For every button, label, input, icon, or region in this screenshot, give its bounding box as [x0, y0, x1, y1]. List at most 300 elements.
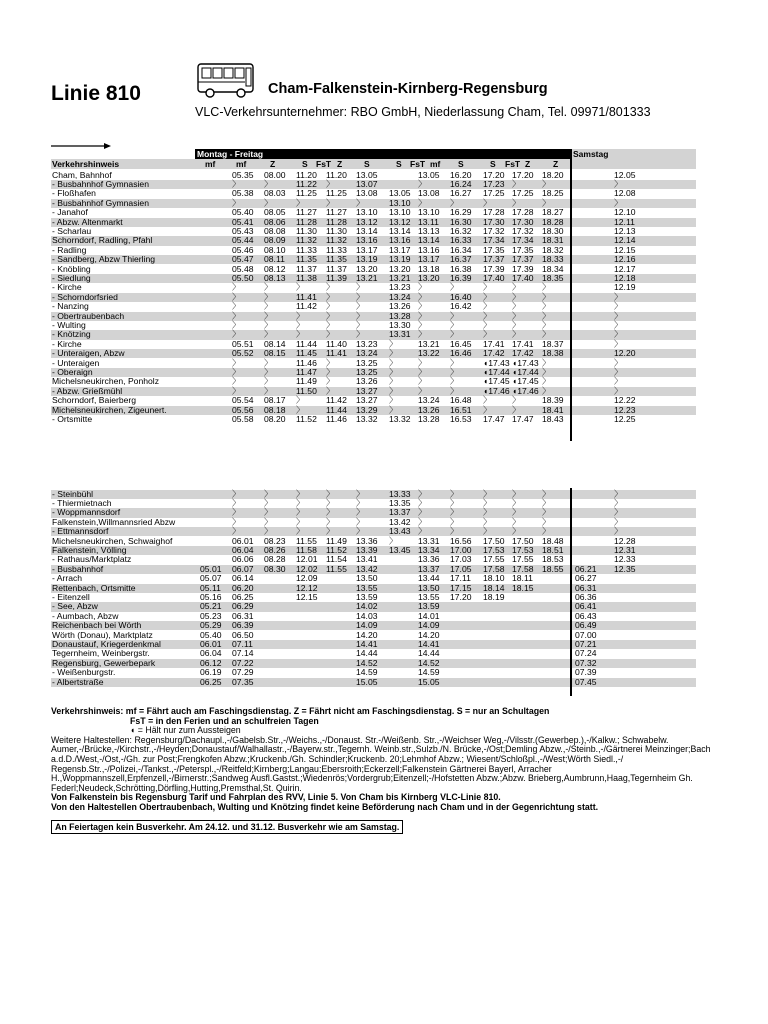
- departure-time: 〉: [483, 404, 492, 415]
- departure-time: 〉: [614, 291, 623, 302]
- departure-time: 12.22: [614, 395, 636, 406]
- departure-time: 07.11: [232, 638, 253, 649]
- holiday-notice: An Feiertagen kein Busverkehr. Am 24.12. und 31.12. Busverkehr wie am Samstag.: [51, 820, 403, 834]
- departure-time: 11.35: [326, 254, 347, 265]
- departure-time: 06.07: [232, 563, 254, 574]
- departure-time: 〉: [542, 197, 551, 208]
- departure-time: 11.30: [326, 225, 347, 236]
- departure-time: ◖17.43: [512, 357, 539, 368]
- departure-time: 08.14: [264, 338, 286, 349]
- column-symbol: S: [364, 159, 370, 169]
- departure-time: 05.38: [232, 188, 254, 199]
- departure-time: 17.28: [512, 207, 534, 218]
- departure-time: 14.41: [418, 638, 440, 649]
- departure-time: 〉: [264, 507, 273, 518]
- stop-name: - Weißenburgstr.: [52, 667, 116, 678]
- departure-time: 12.10: [614, 207, 636, 218]
- departure-time: 17.39: [483, 263, 505, 274]
- departure-time: 〉: [512, 197, 521, 208]
- departure-time: 11.49: [296, 376, 317, 387]
- departure-time: 〉: [542, 488, 551, 499]
- departure-time: 〉: [450, 488, 459, 499]
- note-legend: ◖ = Hält nur zum Aussteigen: [130, 725, 241, 736]
- stop-name: - Unteraigen, Abzw: [52, 348, 125, 359]
- stop-name: - Siedlung: [52, 272, 91, 283]
- departure-time: 08.17: [264, 395, 286, 406]
- departure-time: 11.47: [296, 366, 317, 377]
- departure-time: 〉: [296, 395, 305, 406]
- stop-name: - Kirche: [52, 282, 82, 293]
- departure-time: 〉: [232, 376, 241, 387]
- departure-time: 〉: [483, 310, 492, 321]
- departure-time: 14.03: [356, 610, 378, 621]
- departure-time: 〉: [356, 488, 365, 499]
- departure-time: 14.41: [356, 638, 378, 649]
- departure-time: 13.30: [389, 319, 411, 330]
- departure-time: 08.13: [264, 272, 286, 283]
- departure-time: 〉: [614, 178, 623, 189]
- departure-time: 17.35: [483, 244, 505, 255]
- departure-time: 〉: [296, 329, 305, 340]
- departure-time: 12.01: [296, 554, 318, 565]
- departure-time: 〉: [326, 319, 335, 330]
- departure-time: 14.59: [418, 667, 440, 678]
- departure-time: 07.00: [575, 629, 597, 640]
- departure-time: 05.43: [232, 225, 254, 236]
- departure-time: 16.29: [450, 207, 472, 218]
- departure-time: 18.55: [542, 563, 564, 574]
- stop-name: - Unteraigen: [52, 357, 100, 368]
- departure-time: 〉: [296, 497, 305, 508]
- departure-time: 〉: [450, 497, 459, 508]
- departure-time: 18.48: [542, 535, 564, 546]
- departure-time: 〉: [450, 282, 459, 293]
- departure-time: 18.11: [512, 573, 533, 584]
- departure-time: 〉: [326, 497, 335, 508]
- departure-time: 14.01: [418, 610, 440, 621]
- departure-time: 16.33: [450, 235, 472, 246]
- departure-time: 17.42: [512, 348, 534, 359]
- departure-time: 13.17: [418, 254, 440, 265]
- departure-time: 〉: [389, 338, 398, 349]
- departure-time: 06.36: [575, 591, 597, 602]
- stop-name: - Busbahnhof: [52, 563, 104, 574]
- stop-name: Michelsneukirchen, Zigeunert.: [52, 404, 167, 415]
- departure-time: 〉: [542, 357, 551, 368]
- column-symbol: FsT: [505, 159, 521, 169]
- departure-time: 11.33: [296, 244, 317, 255]
- departure-time: 06.41: [575, 601, 597, 612]
- departure-time: 〉: [232, 301, 241, 312]
- departure-time: 05.07: [200, 573, 222, 584]
- departure-time: 06.01: [200, 638, 222, 649]
- departure-time: 08.30: [264, 563, 286, 574]
- departure-time: 16.45: [450, 338, 472, 349]
- column-symbol: mf: [430, 159, 441, 169]
- departure-time: 〉: [483, 329, 492, 340]
- stop-name: Tegernheim, Weinbergstr.: [52, 648, 150, 659]
- departure-time: 〉: [418, 329, 427, 340]
- departure-time: 〉: [418, 291, 427, 302]
- column-symbol: mf: [205, 159, 216, 169]
- departure-time: 11.39: [326, 272, 347, 283]
- departure-time: 07.29: [232, 667, 254, 678]
- departure-time: 12.13: [614, 225, 636, 236]
- departure-time: 13.14: [356, 225, 378, 236]
- stop-name: - Ettmannsdorf: [52, 526, 109, 537]
- departure-time: 05.29: [200, 620, 222, 631]
- stop-name: - See, Abzw: [52, 601, 98, 612]
- departure-time: 〉: [450, 319, 459, 330]
- departure-time: 〉: [232, 488, 241, 499]
- departure-time: 17.32: [483, 225, 505, 236]
- departure-time: 13.31: [418, 535, 440, 546]
- departure-time: 11.37: [296, 263, 317, 274]
- departure-time: 06.27: [575, 573, 597, 584]
- departure-time: 〉: [614, 357, 623, 368]
- stop-name: - Busbahnhof Gymnasien: [52, 178, 149, 189]
- departure-time: 06.04: [232, 544, 254, 555]
- departure-time: 17.55: [483, 554, 505, 565]
- departure-time: 08.11: [264, 254, 285, 265]
- departure-time: 〉: [356, 516, 365, 527]
- departure-time: 〉: [232, 329, 241, 340]
- note-stops: Weitere Haltestellen: Regensburg/Dachaupl.,-/Gabelsb.Str.,-/Weichs.,-/Donaust. Str.-/Weißenb. Str.,-/Weichser Weg,-/Vilsstr.(Gewerbep.),-/Kalkw.; Schwabelw. Aumer,-/Brücke,-/Kirchstr.,-/Heyden;Donaustauf/Walhallastr.,-/Bayerw.str.,Tegernh. Weinb.str.,Sulzb./N. Brücke,-/Ost;Demling Abzw.,-/Steinb.,-/Gärtnerei Meinzinger;Bach a.d.D./West,-/Ost,-/Gh. zur Post;Frengkofen Abzw.;Kruckenb./Gh. Schindler;Kruckenb. 20;Lehmhof Abzw.; Wiesent/Schloßpl.,-/West;Wörth Siedl.,-/ Regensb.Str.,-/Polizei,-/Tankst.,-/Peterspl.,-/Reitfeld;Kirnberg;Langau;Ebersroith;Eckerzell;Falkenstein Gärtnerei Bayerl, Arracher H.,Woppmannszell,Erpfenzell,-/Birnerstr.;Sandweg Ausfl.Gastst.;Wiedenrös;Vordergrub;Eitenzell;-/Hofstetten Abzw.;Abzw. Brieberg,Aumbrunn,Haag,Tegernheim Gh. Federl;Neudeck,Schrötting,Dörfling,Hutting,Premsthal,St. Quirin.: [51, 734, 711, 793]
- stop-name: Wörth (Donau), Marktplatz: [52, 629, 153, 640]
- departure-time: 〉: [418, 366, 427, 377]
- departure-time: 17.37: [512, 254, 534, 265]
- departure-time: 13.26: [356, 376, 378, 387]
- departure-time: 06.50: [232, 629, 254, 640]
- departure-time: 〉: [264, 376, 273, 387]
- departure-time: 12.05: [614, 169, 636, 180]
- column-symbol: mf: [236, 159, 247, 169]
- stop-name: - Arrach: [52, 573, 83, 584]
- column-symbol: FsT: [316, 159, 332, 169]
- departure-time: 08.09: [264, 235, 286, 246]
- departure-time: 〉: [614, 507, 623, 518]
- departure-time: 〉: [326, 516, 335, 527]
- departure-time: 17.47: [483, 413, 505, 424]
- departure-time: 〉: [232, 516, 241, 527]
- departure-time: 08.12: [264, 263, 286, 274]
- departure-time: 〉: [450, 310, 459, 321]
- departure-time: 11.25: [296, 188, 317, 199]
- column-header-bar: [51, 159, 696, 169]
- departure-time: 18.19: [483, 591, 505, 602]
- departure-time: 〉: [542, 376, 551, 387]
- departure-time: 05.40: [200, 629, 222, 640]
- departure-time: 07.39: [575, 667, 597, 678]
- departure-time: 〉: [450, 376, 459, 387]
- departure-time: 13.24: [356, 348, 378, 359]
- departure-time: 13.05: [356, 169, 378, 180]
- departure-time: 12.15: [614, 244, 636, 255]
- departure-time: 12.08: [614, 188, 636, 199]
- departure-time: 08.06: [264, 216, 286, 227]
- departure-time: 12.33: [614, 554, 636, 565]
- departure-time: 17.47: [512, 413, 534, 424]
- departure-time: 13.08: [418, 188, 440, 199]
- departure-time: 12.16: [614, 254, 636, 265]
- departure-time: 13.28: [418, 413, 440, 424]
- stop-name: Donaustauf, Kriegerdenkmal: [52, 638, 161, 649]
- departure-time: 16.51: [450, 404, 472, 415]
- departure-time: 13.24: [389, 291, 411, 302]
- departure-time: 14.09: [418, 620, 440, 631]
- departure-time: 11.55: [296, 535, 317, 546]
- departure-time: 12.14: [614, 235, 636, 246]
- departure-time: 〉: [232, 319, 241, 330]
- departure-time: 〉: [296, 516, 305, 527]
- departure-time: 16.56: [450, 535, 472, 546]
- stop-name: Michelsneukirchen, Schwaighof: [52, 535, 173, 546]
- departure-time: 〉: [483, 197, 492, 208]
- departure-time: 18.20: [542, 169, 564, 180]
- departure-time: 12.02: [296, 563, 318, 574]
- table-row: [51, 312, 696, 321]
- departure-time: 17.55: [512, 554, 534, 565]
- departure-time: 〉: [296, 488, 305, 499]
- table-row: [51, 302, 696, 311]
- departure-time: 〉: [542, 385, 551, 396]
- departure-time: 〉: [483, 291, 492, 302]
- stop-name: Schorndorf, Radling, Pfahl: [52, 235, 153, 246]
- departure-time: 06.01: [232, 535, 254, 546]
- departure-time: 13.05: [418, 169, 440, 180]
- stop-name: Falkenstein,Willmannsried Abzw: [52, 516, 176, 527]
- departure-time: 〉: [264, 385, 273, 396]
- departure-time: 〉: [450, 507, 459, 518]
- departure-time: 〉: [512, 282, 521, 293]
- departure-time: 〉: [326, 197, 335, 208]
- departure-time: 〉: [512, 507, 521, 518]
- departure-time: 13.10: [356, 207, 378, 218]
- stop-name: - Eitenzell: [52, 591, 90, 602]
- departure-time: 〉: [542, 310, 551, 321]
- departure-time: 〉: [356, 507, 365, 518]
- departure-time: 〉: [418, 319, 427, 330]
- departure-time: 18.32: [542, 244, 564, 255]
- departure-time: 〉: [326, 385, 335, 396]
- departure-time: 〉: [232, 197, 241, 208]
- departure-time: 13.26: [418, 404, 440, 415]
- departure-time: 〉: [614, 497, 623, 508]
- departure-time: 〉: [326, 178, 335, 189]
- departure-time: 13.10: [389, 197, 411, 208]
- departure-time: 〉: [418, 310, 427, 321]
- departure-time: ◖17.44: [483, 366, 510, 377]
- departure-time: 06.06: [232, 554, 254, 565]
- stop-name: - Rathaus/Marktplatz: [52, 554, 132, 565]
- stop-name: Regensburg, Gewerbepark: [52, 657, 156, 668]
- departure-time: 05.50: [232, 272, 254, 283]
- departure-time: 17.00: [450, 544, 472, 555]
- departure-time: 〉: [614, 310, 623, 321]
- departure-time: 〉: [326, 526, 335, 537]
- departure-time: 13.32: [356, 413, 378, 424]
- table-row: [51, 490, 696, 499]
- departure-time: 18.14: [483, 582, 505, 593]
- departure-time: 13.12: [389, 216, 411, 227]
- departure-time: 18.25: [542, 188, 564, 199]
- departure-time: 〉: [483, 488, 492, 499]
- departure-time: 17.37: [483, 254, 505, 265]
- departure-time: 17.05: [450, 563, 472, 574]
- departure-time: 〉: [356, 497, 365, 508]
- departure-time: 17.41: [483, 338, 505, 349]
- departure-time: 12.09: [296, 573, 318, 584]
- departure-time: 18.30: [542, 225, 564, 236]
- departure-time: ◖17.46: [483, 385, 510, 396]
- departure-time: 〉: [483, 319, 492, 330]
- notes: [51, 707, 711, 813]
- departure-time: 〉: [614, 516, 623, 527]
- departure-time: 〉: [232, 366, 241, 377]
- departure-time: 11.45: [296, 348, 317, 359]
- departure-time: 13.25: [356, 357, 378, 368]
- departure-time: 〉: [356, 301, 365, 312]
- departure-time: 〉: [614, 488, 623, 499]
- departure-time: 11.46: [326, 413, 347, 424]
- note-legend: FsT = in den Ferien und an schulfreien Tagen: [130, 715, 319, 726]
- departure-time: 〉: [264, 329, 273, 340]
- departure-time: 13.21: [418, 338, 440, 349]
- departure-time: 08.10: [264, 244, 286, 255]
- stop-name: - Wulting: [52, 319, 86, 330]
- departure-time: 17.40: [512, 272, 534, 283]
- departure-time: 18.27: [542, 207, 564, 218]
- departure-time: 18.53: [542, 554, 564, 565]
- departure-time: 〉: [542, 329, 551, 340]
- departure-time: 17.23: [483, 178, 505, 189]
- departure-time: 〉: [232, 497, 241, 508]
- departure-time: 12.28: [614, 535, 636, 546]
- departure-time: 〉: [512, 488, 521, 499]
- departure-time: ◖17.45: [512, 376, 539, 387]
- departure-time: 15.05: [418, 676, 440, 687]
- departure-time: 〉: [542, 319, 551, 330]
- departure-time: 〉: [264, 488, 273, 499]
- departure-time: 11.22: [296, 178, 317, 189]
- departure-time: 13.55: [356, 582, 378, 593]
- column-symbol: FsT: [410, 159, 426, 169]
- departure-time: 12.20: [614, 348, 636, 359]
- departure-time: 08.20: [264, 413, 286, 424]
- departure-time: 11.44: [296, 338, 317, 349]
- departure-time: 〉: [542, 301, 551, 312]
- departure-time: 13.50: [418, 582, 440, 593]
- saturday-header: Samstag: [573, 149, 609, 159]
- departure-time: 06.29: [232, 601, 254, 612]
- departure-time: 〉: [232, 310, 241, 321]
- departure-time: 13.07: [356, 178, 378, 189]
- departure-time: 18.43: [542, 413, 564, 424]
- departure-time: 11.41: [296, 291, 317, 302]
- departure-time: 11.28: [296, 216, 317, 227]
- departure-time: 08.00: [264, 169, 286, 180]
- departure-time: 〉: [418, 376, 427, 387]
- departure-time: 13.33: [389, 488, 411, 499]
- departure-time: 〉: [418, 516, 427, 527]
- departure-time: 〉: [614, 329, 623, 340]
- departure-time: 14.59: [356, 667, 378, 678]
- departure-time: 17.25: [512, 188, 534, 199]
- departure-time: 〉: [356, 291, 365, 302]
- departure-time: 15.05: [356, 676, 378, 687]
- departure-time: 14.44: [356, 648, 378, 659]
- departure-time: 11.30: [296, 225, 317, 236]
- departure-time: 07.32: [575, 657, 597, 668]
- departure-time: 〉: [356, 197, 365, 208]
- table-row: [51, 678, 696, 687]
- departure-time: 〉: [264, 357, 273, 368]
- departure-time: 〉: [296, 319, 305, 330]
- departure-time: 〉: [264, 497, 273, 508]
- departure-time: 13.36: [418, 554, 440, 565]
- departure-time: 13.10: [389, 207, 411, 218]
- departure-time: 17.58: [483, 563, 505, 574]
- departure-time: 17.20: [512, 169, 534, 180]
- departure-time: 16.53: [450, 413, 472, 424]
- departure-time: 〉: [614, 385, 623, 396]
- departure-time: 13.20: [418, 272, 440, 283]
- departure-time: 13.12: [356, 216, 378, 227]
- departure-time: 13.22: [418, 348, 440, 359]
- departure-time: 16.48: [450, 395, 472, 406]
- departure-time: 16.32: [450, 225, 472, 236]
- departure-time: 05.35: [232, 169, 254, 180]
- departure-time: 〉: [356, 329, 365, 340]
- departure-time: 〉: [483, 497, 492, 508]
- departure-time: 〉: [512, 301, 521, 312]
- column-symbol: S: [396, 159, 402, 169]
- departure-time: 〉: [326, 291, 335, 302]
- departure-time: 〉: [483, 282, 492, 293]
- departure-time: 13.19: [356, 254, 378, 265]
- departure-time: 〉: [296, 282, 305, 293]
- stop-name: - Aumbach, Abzw: [52, 610, 119, 621]
- departure-time: 12.17: [614, 263, 636, 274]
- departure-time: 13.05: [389, 188, 411, 199]
- stop-name: - Scharlau: [52, 225, 92, 236]
- departure-time: 〉: [389, 366, 398, 377]
- departure-time: 〉: [264, 282, 273, 293]
- departure-time: 〉: [296, 197, 305, 208]
- departure-time: 16.27: [450, 188, 472, 199]
- departure-time: 08.23: [264, 535, 286, 546]
- departure-time: 13.17: [356, 244, 378, 255]
- departure-time: 16.46: [450, 348, 472, 359]
- departure-time: 11.20: [296, 169, 317, 180]
- departure-time: 08.03: [264, 188, 286, 199]
- departure-time: 17.40: [483, 272, 505, 283]
- departure-time: 13.16: [356, 235, 378, 246]
- departure-time: 13.32: [389, 413, 411, 424]
- line-title: Linie 810: [51, 82, 141, 105]
- departure-time: 05.23: [200, 610, 222, 621]
- departure-time: 11.46: [296, 357, 317, 368]
- departure-time: 17.25: [483, 188, 505, 199]
- departure-time: 06.31: [575, 582, 597, 593]
- departure-time: 07.35: [232, 676, 254, 687]
- departure-time: 11.52: [296, 413, 317, 424]
- departure-time: ◖17.44: [512, 366, 539, 377]
- departure-time: 13.29: [356, 404, 378, 415]
- column-symbol: Z: [337, 159, 343, 169]
- departure-time: 13.36: [356, 535, 378, 546]
- saturday-divider: [570, 488, 572, 696]
